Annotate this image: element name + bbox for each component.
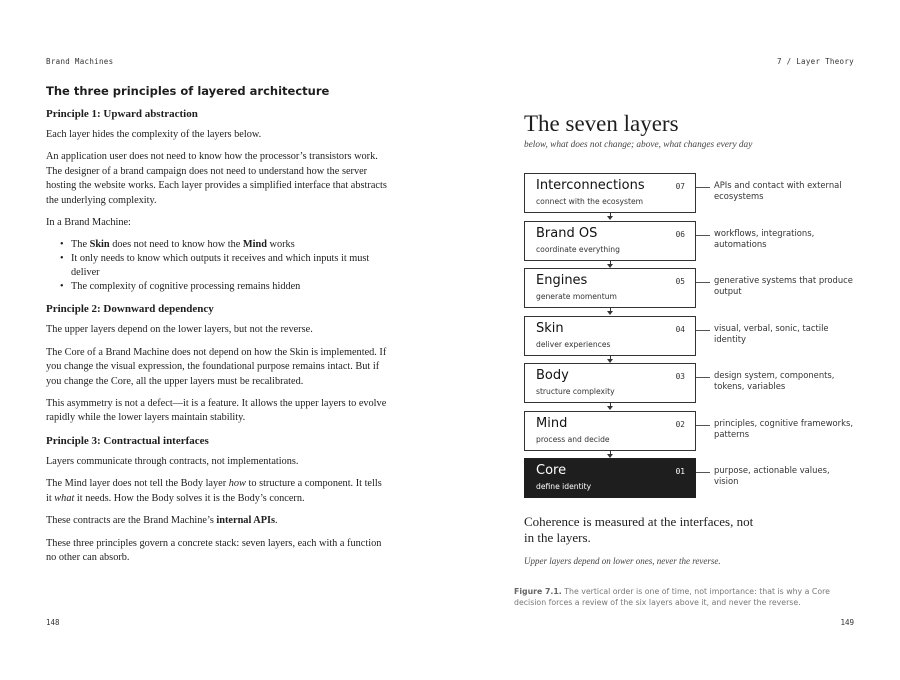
layer-number: 03 xyxy=(675,372,685,381)
paragraph: These three principles govern a concrete stack: seven layers, each with a function no other can absorb. xyxy=(46,537,382,563)
figure-caption xyxy=(514,586,859,608)
layer-note: design system, components, tokens, variables xyxy=(714,370,835,391)
layer-note: workflows, integrations, automations xyxy=(714,227,815,249)
layer-row xyxy=(524,411,859,451)
layer-description: deliver experiences xyxy=(536,339,611,349)
layer-note: visual, verbal, sonic, tactile identity xyxy=(714,322,829,344)
paragraph: The Core of a Brand Machine does not depend on how the Skin is implemented. If you change the visual expression, the foundational purpose remains intact. But if you change the Core, all the upper layers must be recalibrated. xyxy=(46,346,387,387)
paragraph: These contracts are the Brand Machine’s internal APIs. xyxy=(46,515,278,527)
paragraph: Layers communicate through contracts, not implementations. xyxy=(46,455,299,467)
layer-number: 01 xyxy=(675,467,685,476)
layer-box xyxy=(524,221,696,261)
layer-number: 05 xyxy=(675,277,685,286)
layer-name: Interconnections xyxy=(536,178,645,193)
layer-number: 02 xyxy=(675,419,685,429)
layer-box xyxy=(524,411,696,451)
paragraph: In a Brand Machine: xyxy=(46,217,131,229)
layer-name: Skin xyxy=(536,320,564,336)
down-arrow-icon xyxy=(608,260,612,268)
page-number-left: 148 xyxy=(46,618,60,627)
layer-row xyxy=(524,221,859,261)
section-title: The three principles of layered architecture xyxy=(46,84,330,98)
layer-note: purpose, actionable values, vision xyxy=(714,465,830,486)
figure-note: Upper layers depend on lower ones, never the reverse. xyxy=(524,556,721,566)
connector-line xyxy=(696,187,710,188)
connector-line xyxy=(696,282,710,283)
paragraph: Each layer hides the complexity of the layers below. xyxy=(46,129,262,140)
connector-line xyxy=(696,472,710,473)
layer-row xyxy=(524,363,859,403)
layer-description: structure complexity xyxy=(536,387,615,396)
figure-title: The seven layers xyxy=(524,111,679,136)
down-arrow-icon xyxy=(608,307,612,315)
caption-label: Figure 7.1. xyxy=(514,587,562,596)
layer-box xyxy=(524,363,696,403)
paragraph: The Mind layer does not tell the Body layer how to structure a component. It tells it what it needs. How the Body solves it is the Body’s concern. xyxy=(46,478,382,504)
layer-name: Brand OS xyxy=(536,225,598,241)
figure-subtitle: below, what does not change; above, what changes every day xyxy=(524,140,753,150)
connector-line xyxy=(696,235,710,236)
layer-note: APIs and contact with external ecosystems xyxy=(714,180,842,201)
layer-row-core xyxy=(524,458,859,498)
layer-note: generative systems that produce output xyxy=(714,275,853,296)
paragraph: An application user does not need to know how the processor’s transistors work. The designer of a brand campaign does not need to understand how the server hosting the website works. Each layer provides a simplified interface that abstracts the underlying complexity. xyxy=(46,151,387,206)
principle-2-heading: Principle 2: Downward dependency xyxy=(46,303,214,316)
running-head-left: Brand Machines xyxy=(46,57,114,66)
layer-box xyxy=(524,173,696,213)
principle-1-heading: Principle 1: Upward abstraction xyxy=(46,108,198,120)
down-arrow-icon xyxy=(608,355,612,363)
layer-number: 04 xyxy=(675,324,685,334)
down-arrow-icon xyxy=(608,212,612,220)
list-item: • The Skin does not need to know how the Mind works xyxy=(60,238,388,252)
list-item: • It only needs to know which outputs it receives and which inputs it must deliver xyxy=(60,252,388,280)
coherence-statement: Coherence is measured at the interfaces, not in the layers. xyxy=(524,514,754,545)
caption-text: The vertical order is one of time, not importance: that is why a Core decision forces a review of the six layers above it, and never the reverse. xyxy=(514,587,830,607)
layer-row xyxy=(524,268,859,308)
paragraph: This asymmetry is not a defect—it is a feature. It allows the upper layers to evolve rapidly while the lower layers maintain stability. xyxy=(46,398,387,424)
layer-description: define identity xyxy=(536,482,592,491)
layer-box xyxy=(524,316,696,356)
down-arrow-icon xyxy=(608,450,612,458)
layer-name: Body xyxy=(536,368,569,383)
layer-note: principles, cognitive frameworks, patterns xyxy=(714,417,853,439)
paragraph: The upper layers depend on the lower layers, but not the reverse. xyxy=(46,324,313,336)
page-number-right: 149 xyxy=(840,618,854,627)
layer-name: Engines xyxy=(536,273,588,288)
layer-name: Core xyxy=(536,463,567,478)
layer-number: 07 xyxy=(675,182,685,191)
left-page xyxy=(46,84,388,573)
layer-description: generate momentum xyxy=(536,292,617,301)
layer-number: 06 xyxy=(675,229,685,239)
down-arrow-icon xyxy=(608,402,612,410)
layer-box xyxy=(524,268,696,308)
principle-3-heading: Principle 3: Contractual interfaces xyxy=(46,434,209,447)
connector-line xyxy=(696,425,710,426)
layer-description: connect with the ecosystem xyxy=(536,197,644,206)
layer-row xyxy=(524,316,859,356)
layer-description: coordinate everything xyxy=(536,244,620,254)
connector-line xyxy=(696,330,710,331)
layer-row xyxy=(524,173,859,213)
layer-description: process and decide xyxy=(536,434,610,444)
running-head-right: 7 / Layer Theory xyxy=(776,57,854,66)
layer-name: Mind xyxy=(536,415,568,431)
layer-stack xyxy=(524,173,859,506)
layer-box-core xyxy=(524,458,696,498)
bullet-list xyxy=(46,238,388,294)
list-item: • The complexity of cognitive processing remains hidden xyxy=(60,280,388,294)
connector-line xyxy=(696,377,710,378)
